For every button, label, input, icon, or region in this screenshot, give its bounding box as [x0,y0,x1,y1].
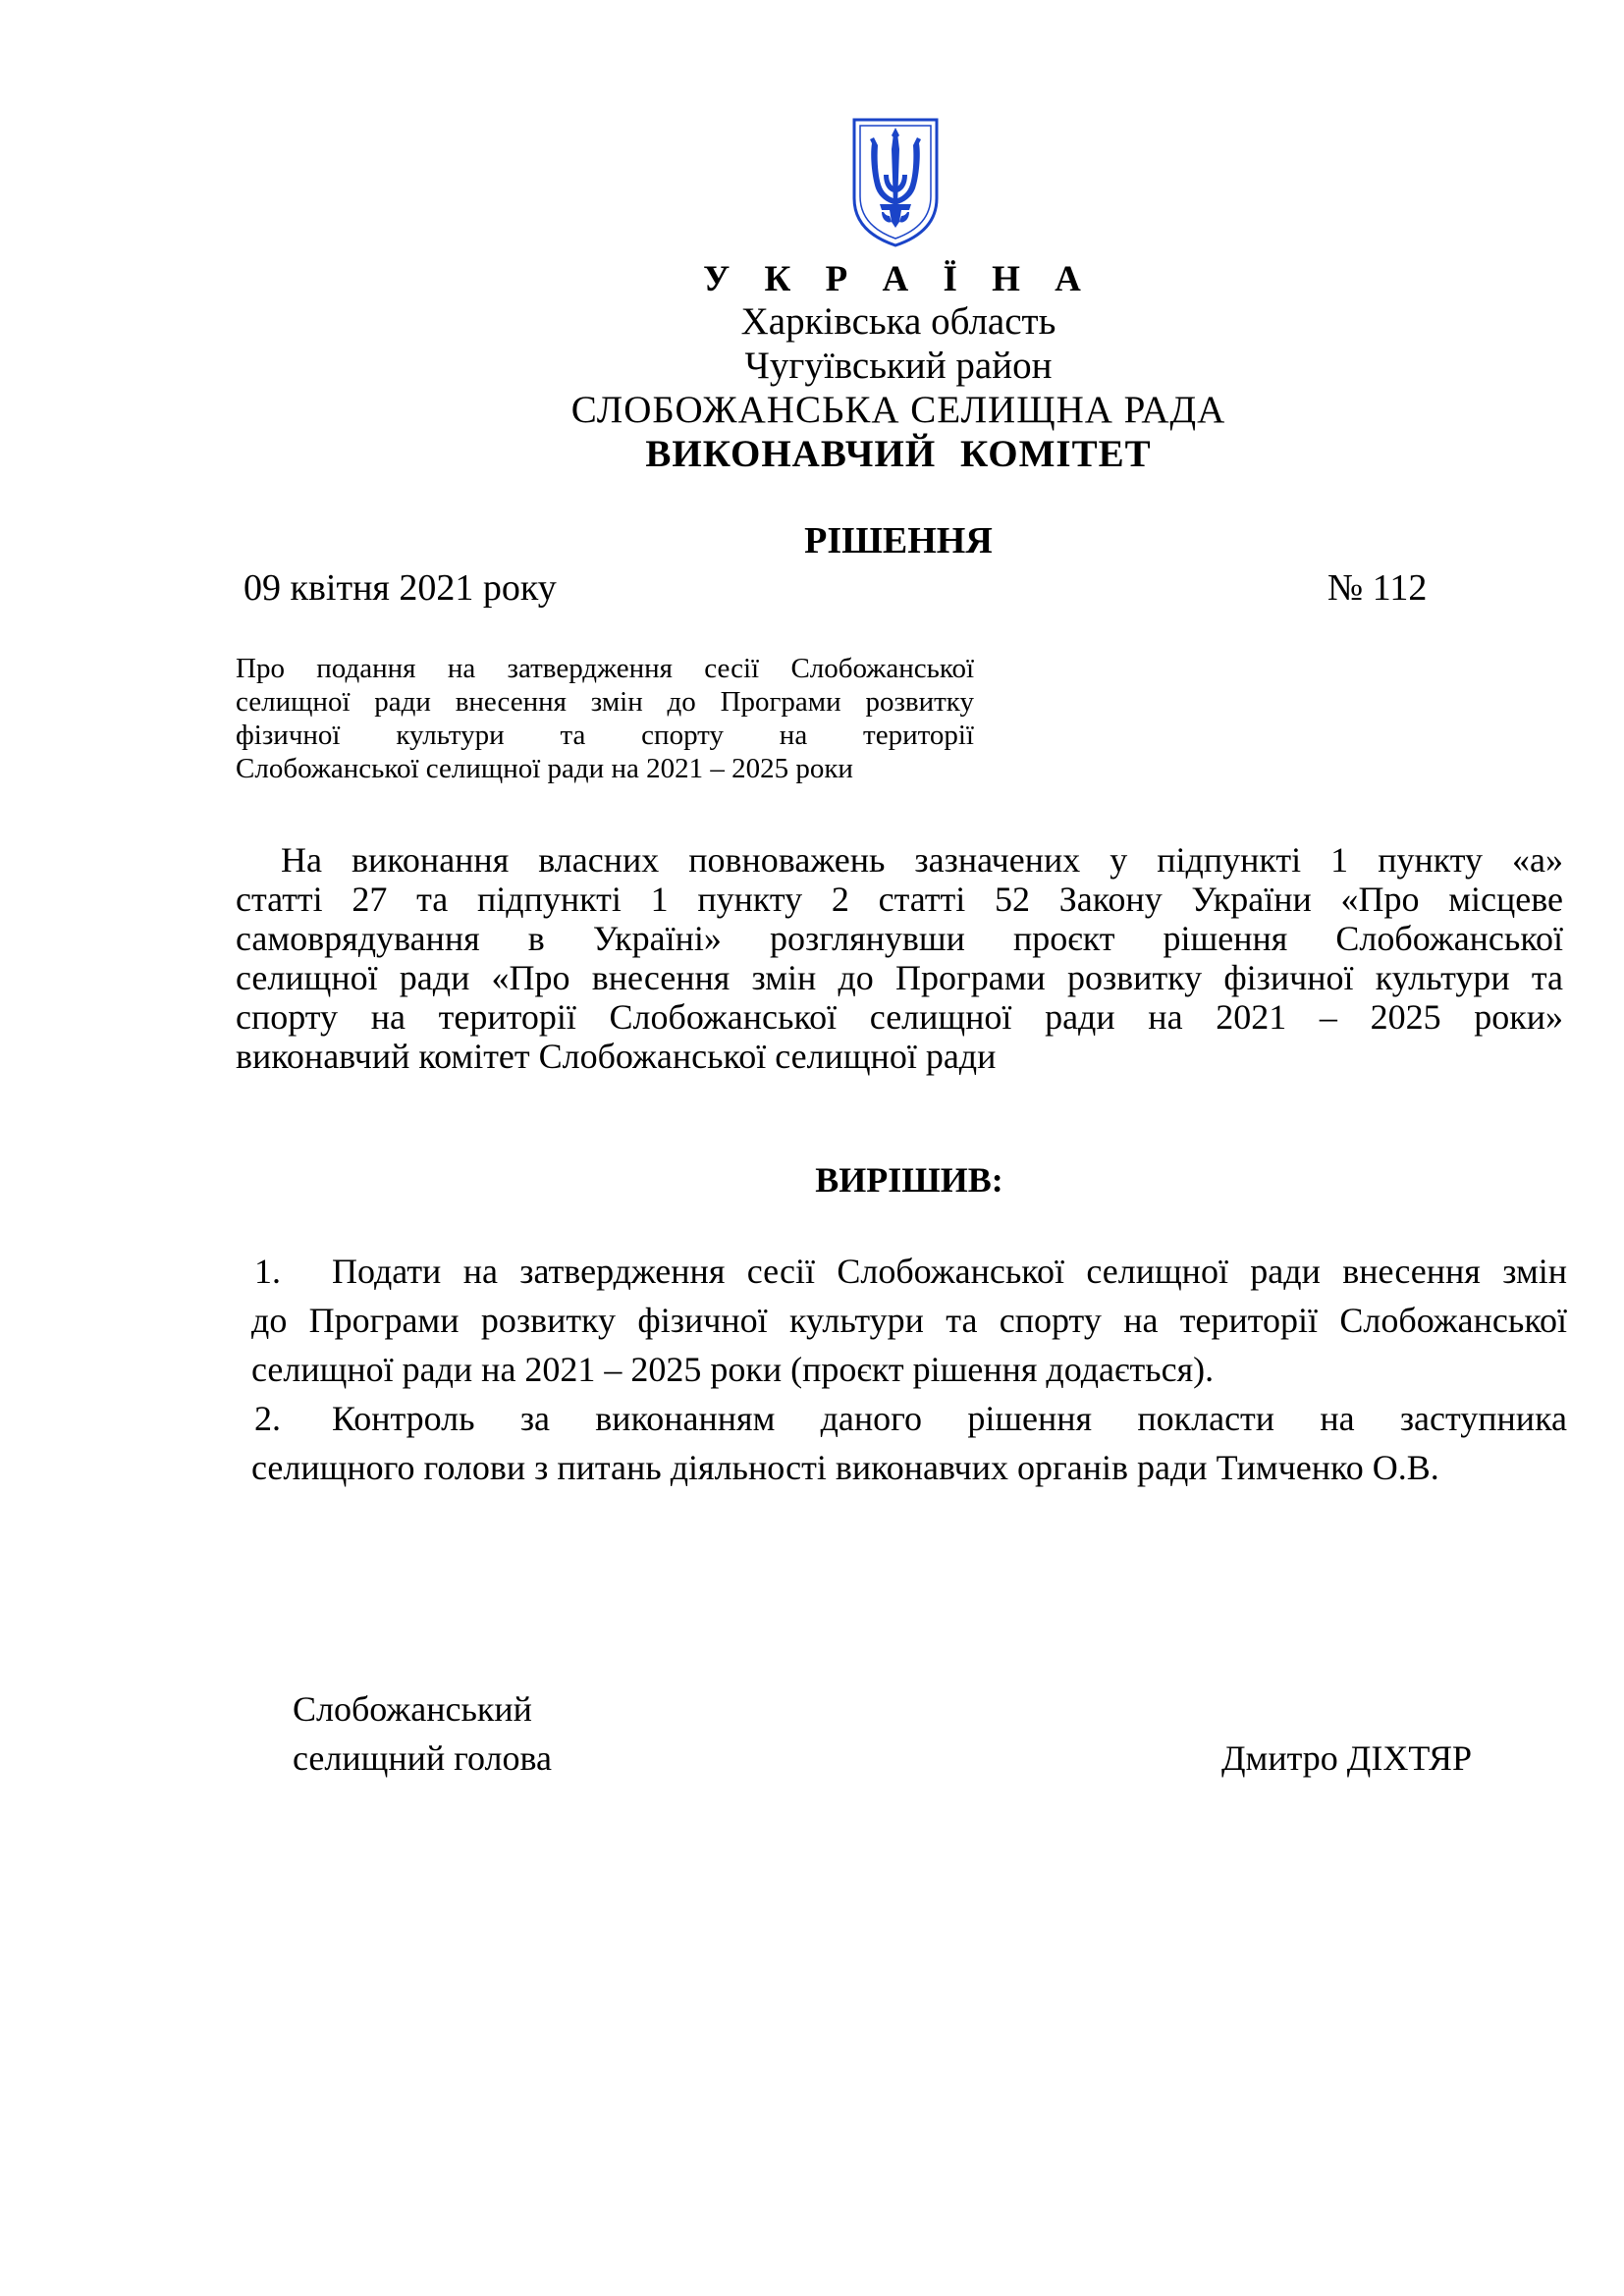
item-line: до Програми розвитку фізичної культури та спорту на території Слобожанської [251,1301,1567,1340]
district-name: Чугуївський район [744,345,1053,387]
item-line: Контроль за виконанням даного рішення покласти на заступника [332,1399,1567,1438]
preamble-line: селищної ради «Про внесення змін до Програми розвитку фізичної культури та [236,958,1563,997]
preamble-line: спорту на території Слобожанської селищної ради на 2021 – 2025 роки» [236,997,1563,1037]
preamble-paragraph [236,840,1563,1076]
subject-line: Слобожанської селищної ради на 2021 – 2025 роки [236,753,853,784]
item-line: селищного голови з питань діяльності виконавчих органів ради Тимченко О.В. [251,1448,1439,1487]
resolution-item [251,1247,1567,1394]
trident-coat-of-arms-icon [850,116,941,249]
document-subject [236,652,974,785]
item-line: Подати на затвердження сесії Слобожанської селищної ради внесення змін [332,1252,1567,1291]
document-number: № 112 [1327,567,1428,609]
document-title: РІШЕННЯ [804,520,993,561]
signer-position-line: Слобожанський [293,1689,532,1729]
item-line: селищної ради на 2021 – 2025 роки (проєкт рішення додається). [251,1350,1215,1389]
resolution-items [251,1247,1567,1492]
signer-position [293,1684,552,1783]
preamble-line: виконавчий комітет Слобожанської селищної ради [236,1037,997,1076]
subject-line: фізичної культури та спорту на території [236,720,974,751]
subject-line: селищної ради внесення змін до Програми розвитку [236,686,974,718]
subject-line: Про подання на затвердження сесії Слобожанської [236,653,974,684]
council-name: СЛОБОЖАНСЬКА СЕЛИЩНА РАДА [570,389,1226,431]
country-name: У К Р А Ї Н А [703,259,1094,299]
resolution-item [251,1394,1567,1492]
preamble-line: На виконання власних повноважень зазначених у підпункті 1 пункту «а» [281,840,1563,880]
region-name: Харківська область [740,300,1056,343]
document-date: 09 квітня 2021 року [244,567,557,609]
signer-position-line: селищний голова [293,1738,553,1778]
resolution-heading: ВИРІШИВ: [815,1160,1003,1200]
item-number: 2. [254,1399,281,1438]
preamble-line: самоврядування в Україні» розглянувши проєкт рішення Слобожанської [236,919,1563,958]
preamble-line: статті 27 та підпункті 1 пункту 2 статті 52 Закону України «Про місцеве [236,880,1563,919]
signer-name: Дмитро ДІХТЯР [1221,1738,1472,1778]
committee-name: ВИКОНАВЧИЙ КОМІТЕТ [645,433,1152,475]
item-number: 1. [254,1252,281,1291]
